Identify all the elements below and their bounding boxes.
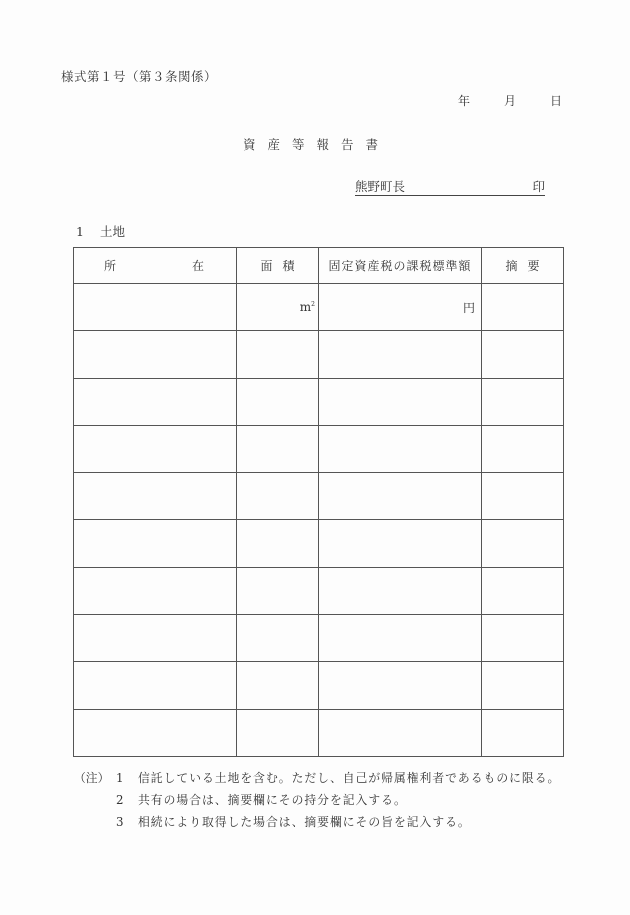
cell-summary[interactable]	[482, 615, 564, 662]
header-summary-label: 摘要	[505, 259, 550, 273]
header-area	[237, 248, 319, 284]
note-item	[74, 789, 560, 811]
date-line	[458, 92, 562, 109]
cell-location[interactable]	[74, 378, 237, 425]
cell-summary[interactable]	[482, 709, 564, 756]
header-location	[74, 248, 237, 284]
table-row	[74, 709, 564, 756]
cell-area[interactable]	[237, 284, 319, 331]
table-row	[74, 520, 564, 567]
cell-location[interactable]	[74, 520, 237, 567]
addressee: 熊野町長	[355, 179, 406, 194]
notes	[74, 767, 560, 833]
cell-tax-base[interactable]	[319, 473, 482, 520]
year-label: 年	[458, 94, 471, 108]
day-label: 日	[550, 94, 563, 108]
section-heading	[76, 222, 125, 240]
cell-location[interactable]	[74, 662, 237, 709]
section-label: 土地	[100, 224, 126, 239]
cell-summary[interactable]	[482, 425, 564, 472]
section-number: 1	[76, 224, 84, 239]
seal-label: 印	[532, 179, 545, 194]
cell-area[interactable]	[237, 520, 319, 567]
cell-tax-base[interactable]	[319, 709, 482, 756]
cell-summary[interactable]	[482, 567, 564, 614]
land-table	[73, 247, 564, 757]
cell-tax-base[interactable]	[319, 331, 482, 378]
cell-location[interactable]	[74, 425, 237, 472]
cell-tax-base[interactable]	[319, 378, 482, 425]
note-number: 3	[116, 815, 124, 829]
cell-location[interactable]	[74, 709, 237, 756]
note-item	[74, 811, 560, 833]
cell-location[interactable]	[74, 331, 237, 378]
unit-yen: 円	[462, 300, 475, 315]
header-location-right: 在	[191, 259, 204, 273]
note-text: 相続により取得した場合は、摘要欄にその旨を記入する。	[138, 815, 471, 829]
document-title: 資産等報告書	[243, 137, 391, 152]
form-number: 様式第１号（第３条関係）	[61, 69, 218, 84]
cell-location[interactable]	[74, 473, 237, 520]
cell-summary[interactable]	[482, 662, 564, 709]
cell-summary[interactable]	[482, 520, 564, 567]
cell-area[interactable]	[237, 615, 319, 662]
unit-area: m	[299, 300, 312, 315]
note-text: 共有の場合は、摘要欄にその持分を記入する。	[138, 793, 407, 807]
notes-label: （注）	[74, 771, 110, 785]
table-row	[74, 284, 564, 331]
cell-area[interactable]	[237, 662, 319, 709]
cell-tax-base[interactable]	[319, 520, 482, 567]
table-row	[74, 378, 564, 425]
table-row	[74, 662, 564, 709]
note-item	[74, 767, 560, 789]
table-row	[74, 473, 564, 520]
table-row	[74, 615, 564, 662]
unit-square-meter	[300, 300, 315, 314]
cell-area[interactable]	[237, 378, 319, 425]
cell-location[interactable]	[74, 567, 237, 614]
note-number: 1	[116, 771, 124, 785]
table-header-row	[74, 248, 564, 284]
header-area-label: 面積	[260, 259, 305, 273]
cell-area[interactable]	[237, 331, 319, 378]
note-text: 信託している土地を含む。ただし、自己が帰属権利者であるものに限る。	[138, 771, 561, 785]
cell-tax-base[interactable]	[319, 284, 482, 331]
header-location-left: 所	[104, 259, 117, 273]
table-row	[74, 567, 564, 614]
note-indent	[74, 789, 116, 811]
header-summary	[482, 248, 564, 284]
header-tax-base	[319, 248, 482, 284]
cell-summary[interactable]	[482, 473, 564, 520]
addressee-line	[355, 179, 545, 196]
note-number: 2	[116, 793, 124, 807]
month-label: 月	[504, 94, 517, 108]
cell-area[interactable]	[237, 567, 319, 614]
cell-area[interactable]	[237, 709, 319, 756]
cell-summary[interactable]	[482, 331, 564, 378]
cell-location[interactable]	[74, 615, 237, 662]
cell-location[interactable]	[74, 284, 237, 331]
cell-summary[interactable]	[482, 284, 564, 331]
cell-area[interactable]	[237, 473, 319, 520]
cell-summary[interactable]	[482, 378, 564, 425]
cell-tax-base[interactable]	[319, 615, 482, 662]
note-indent	[74, 811, 116, 833]
cell-area[interactable]	[237, 425, 319, 472]
cell-tax-base[interactable]	[319, 662, 482, 709]
table-row	[74, 425, 564, 472]
cell-tax-base[interactable]	[319, 425, 482, 472]
table-row	[74, 331, 564, 378]
cell-tax-base[interactable]	[319, 567, 482, 614]
unit-area-sup: 2	[311, 301, 315, 309]
header-tax-base-label: 固定資産税の課税標準額	[328, 259, 472, 273]
